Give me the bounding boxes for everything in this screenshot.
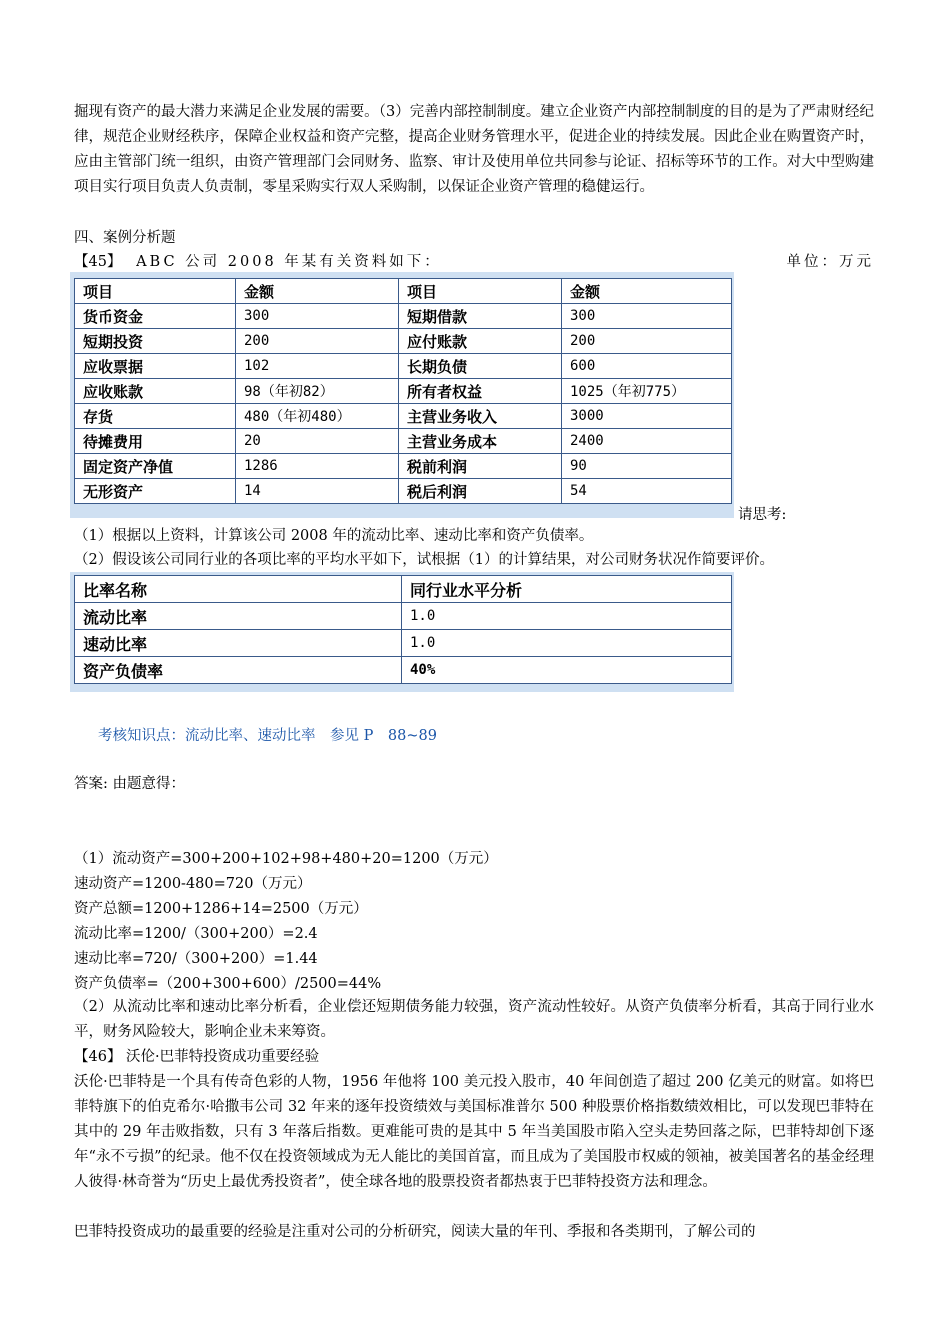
item-cell: 长期负债 xyxy=(399,354,562,379)
ratio-name-cell: 流动比率 xyxy=(75,603,402,630)
amount-cell: 14 xyxy=(236,479,399,504)
header-cell: 同行业水平分析 xyxy=(402,576,732,603)
calc-line: 速动资产=1200-480=720（万元） xyxy=(74,876,312,892)
table-row xyxy=(75,404,732,429)
ratio-value-cell: 40% xyxy=(402,657,732,684)
table-row xyxy=(75,479,732,504)
case45-heading xyxy=(74,251,442,273)
ratio-table-image xyxy=(70,572,734,692)
amount-cell: 98（年初82） xyxy=(236,379,399,404)
table-row xyxy=(75,454,732,479)
calc-line: 速动比率=720/（300+200）=1.44 xyxy=(74,951,318,967)
header-cell: 金额 xyxy=(236,279,399,304)
evaluation-paragraph: （2）从流动比率和速动比率分析看，企业偿还短期债务能力较强，资产流动性较好。从资产负债率分析看，其高于同行业水平，财务风险较大，影响企业未来筹资。 xyxy=(74,999,874,1040)
amount-cell: 20 xyxy=(236,429,399,454)
ratio-name-cell: 资产负债率 xyxy=(75,657,402,684)
header-cell: 比率名称 xyxy=(75,576,402,603)
item-cell: 固定资产净值 xyxy=(75,454,236,479)
calc-line: 资产负债率=（200+300+600）/2500=44% xyxy=(74,976,382,992)
calc-line: 流动比率=1200/（300+200）=2.4 xyxy=(74,926,318,942)
answer-label: 答案: 由题意得： xyxy=(74,776,185,792)
item-cell: 主营业务成本 xyxy=(399,429,562,454)
table-row xyxy=(75,657,732,684)
header-cell: 金额 xyxy=(562,279,732,304)
amount-cell: 2400 xyxy=(562,429,732,454)
amount-cell: 1025（年初775） xyxy=(562,379,732,404)
question-label: 请思考: xyxy=(738,507,787,523)
table-row xyxy=(75,354,732,379)
intro-paragraph: 掘现有资产的最大潜力来满足企业发展的需要。（3）完善内部控制制度。建立企业资产内部控制制度的目的是为了严肃财经纪律，规范企业财经秩序，保障企业权益和资产完整，提高企业财务管理水平，促进企业的持续发展。因此企业在购置资产时，应由主管部门统一组织，由资产管理部门会同财务、监察、审计及使用单位共同参与论证、招标等环节的工作。对大中型购建项目实行项目负责人负责制，零星采购实行双人采购制，以保证企业资产管理的稳健运行。 xyxy=(74,104,874,195)
financial-table-image xyxy=(70,272,734,518)
header-cell: 项目 xyxy=(399,279,562,304)
header-cell: 项目 xyxy=(75,279,236,304)
amount-cell: 54 xyxy=(562,479,732,504)
item-cell: 待摊费用 xyxy=(75,429,236,454)
calc-line: 资产总额=1200+1286+14=2500（万元） xyxy=(74,901,368,917)
amount-cell: 1286 xyxy=(236,454,399,479)
case45-intro: ABC 公司 2008 年某有关资料如下： xyxy=(136,254,442,270)
amount-cell: 300 xyxy=(562,304,732,329)
knowledge-point: 考核知识点：流动比率、速动比率 参见 P 88~89 xyxy=(98,728,437,744)
item-cell: 税后利润 xyxy=(399,479,562,504)
case46-paragraph-2: 巴菲特投资成功的最重要的经验是注重对公司的分析研究，阅读大量的年刊、季报和各类期刊，了解公司的 xyxy=(74,1224,756,1240)
item-cell: 应收票据 xyxy=(75,354,236,379)
item-cell: 应付账款 xyxy=(399,329,562,354)
amount-cell: 90 xyxy=(562,454,732,479)
case46-paragraph-1: 沃伦·巴菲特是一个具有传奇色彩的人物，1956 年他将 100 美元投入股市，40 年间创造了超过 200 亿美元的财富。如将巴菲特旗下的伯克希尔·哈撒韦公司 32 年来的逐年投资绩效与美国标准普尔 500 种股票价格指数绩效相比，可以发现巴菲特在其中的 29 年击败指数，只有 3 年落后指数。更难能可贵的是其中 5 年当美国股市陷入空头走势回落之际，巴菲特却创下逐年“永不亏损”的纪录。他不仅在投资领域成为无人能比的美国首富，而且成为了美国股市权威的领袖，被美国著名的基金经理人彼得·林奇誉为“历史上最优秀投资者”，使全球各地的股票投资者都热衷于巴菲特投资方法和理念。 xyxy=(74,1074,874,1190)
section-heading: 四、案例分析题 xyxy=(74,230,176,246)
table-row xyxy=(75,603,732,630)
case46-title: 【46】 沃伦·巴菲特投资成功重要经验 xyxy=(74,1049,320,1065)
table-row xyxy=(75,630,732,657)
financial-table-header xyxy=(75,279,732,304)
item-cell: 短期投资 xyxy=(75,329,236,354)
amount-cell: 102 xyxy=(236,354,399,379)
table-row xyxy=(75,429,732,454)
item-cell: 应收账款 xyxy=(75,379,236,404)
table-row xyxy=(75,379,732,404)
ratio-table xyxy=(74,575,732,684)
case45-number: 【45】 xyxy=(74,254,122,270)
ratio-value-cell: 1.0 xyxy=(402,603,732,630)
item-cell: 税前利润 xyxy=(399,454,562,479)
item-cell: 所有者权益 xyxy=(399,379,562,404)
amount-cell: 3000 xyxy=(562,404,732,429)
amount-cell: 200 xyxy=(562,329,732,354)
calc-line: （1）流动资产=300+200+102+98+480+20=1200（万元） xyxy=(74,851,498,867)
ratio-table-header xyxy=(75,576,732,603)
table-row xyxy=(75,329,732,354)
question-2: （2）假设该公司同行业的各项比率的平均水平如下，试根据（1）的计算结果，对公司财务状况作简要评价。 xyxy=(74,552,774,568)
unit-label: 单位：万元 xyxy=(786,254,874,270)
amount-cell: 600 xyxy=(562,354,732,379)
amount-cell: 200 xyxy=(236,329,399,354)
item-cell: 短期借款 xyxy=(399,304,562,329)
item-cell: 存货 xyxy=(75,404,236,429)
ratio-value-cell: 1.0 xyxy=(402,630,732,657)
amount-cell: 300 xyxy=(236,304,399,329)
ratio-name-cell: 速动比率 xyxy=(75,630,402,657)
item-cell: 货币资金 xyxy=(75,304,236,329)
amount-cell: 480（年初480） xyxy=(236,404,399,429)
item-cell: 主营业务收入 xyxy=(399,404,562,429)
table-row xyxy=(75,304,732,329)
financial-table xyxy=(74,278,732,504)
item-cell: 无形资产 xyxy=(75,479,236,504)
question-1: （1）根据以上资料，计算该公司 2008 年的流动比率、速动比率和资产负债率。 xyxy=(74,528,594,544)
